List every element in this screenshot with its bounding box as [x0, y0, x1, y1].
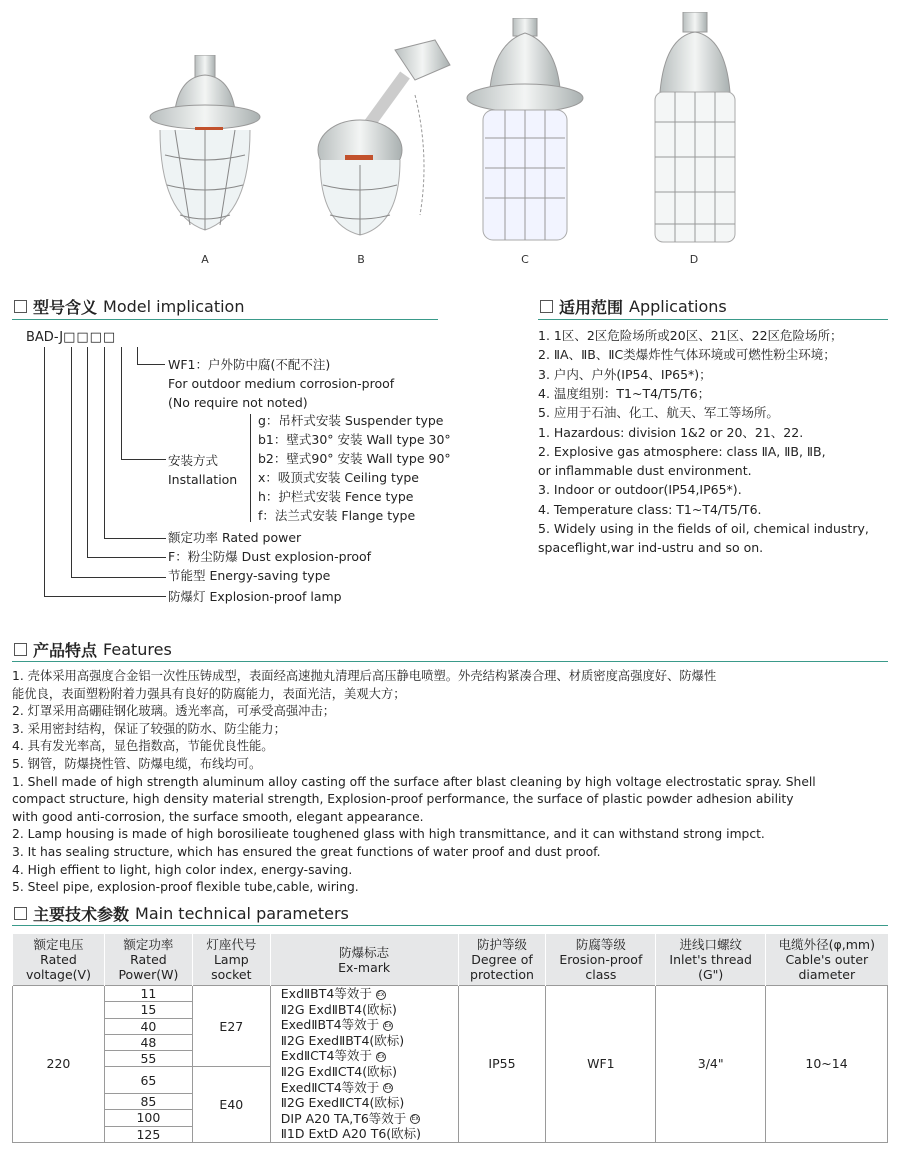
column-header-line: Ex-mark — [338, 959, 391, 975]
column-header-line: (G") — [698, 967, 724, 982]
exmark-line — [281, 1017, 456, 1033]
exmark-text: Ⅱ2G ExedⅡCT4(欧标) — [280, 1095, 405, 1111]
table-header-row — [13, 934, 888, 986]
lamp-a-label: A — [201, 253, 209, 266]
column-header-line: Lamp — [213, 952, 249, 967]
connector-line — [87, 347, 88, 558]
power-cell: 55 — [104, 1051, 192, 1067]
energy-label: 节能型 Energy-saving type — [168, 568, 331, 583]
feature-item: 4. High effient to light, high color index, energy-saving. — [12, 862, 353, 877]
params-divider — [12, 925, 888, 926]
rated-power-label: 额定功率 Rated power — [168, 530, 302, 545]
column-header-line: Erosion-proof — [559, 952, 643, 967]
square-icon — [14, 300, 27, 313]
column-header-line: Rated — [40, 952, 77, 967]
connector-line — [87, 557, 166, 558]
install-type: h：护栏式安装 Fence type — [258, 489, 414, 504]
application-item: 4. Temperature class: T1~T4/T5/T6. — [538, 501, 762, 517]
feature-item: with good anti-corrosion, the surface smooth, elegant appearance. — [12, 809, 424, 824]
column-header-line: socket — [211, 967, 252, 982]
exmark-line — [281, 1048, 456, 1064]
feature-item: 能优良，表面塑粉附着力强具有良好的防腐能力，表面光洁，美观大方； — [12, 686, 406, 701]
wf1-line3: (No require not noted) — [168, 395, 308, 410]
model-code: BAD-J□□□□ — [26, 330, 117, 345]
protection-cell: IP55 — [458, 986, 546, 1143]
feature-item: 4. 具有发光率高，显色指数高，节能优良性能。 — [12, 739, 274, 754]
connector-line — [104, 538, 166, 539]
square-icon — [540, 300, 553, 313]
install-type: b2：壁式90° 安装 Wall type 90° — [258, 451, 451, 466]
connector-line — [71, 577, 166, 578]
column-header-line: Rated — [130, 952, 167, 967]
lamp-c-label: C — [521, 253, 529, 266]
column-header-line: voltage(V) — [25, 967, 91, 982]
ex-symbol-icon: Ex — [377, 1052, 385, 1060]
wf1-line2: For outdoor medium corrosion-proof — [168, 376, 395, 391]
exmark-line — [281, 1080, 456, 1096]
feature-item: 1. Shell made of high strength aluminum alloy casting off the surface after blast cleaning by high voltage electrostatic spray. Shell — [12, 774, 816, 789]
column-header-line: Cable's outer — [785, 952, 869, 967]
socket-cell: E27 — [192, 986, 270, 1067]
applications-section-title: 适用范围 Applications — [540, 295, 727, 318]
technical-parameters-table — [12, 934, 888, 1143]
exmark-line — [281, 1064, 456, 1080]
feature-item: 5. 钢管，防爆挠性管、防爆电缆，布线均可。 — [12, 757, 262, 771]
exmark-line — [281, 1126, 456, 1142]
column-header-line: diameter — [798, 967, 856, 982]
column-header-line: 灯座代号 — [206, 937, 257, 952]
column-header-line: 额定功率 — [123, 937, 174, 952]
power-cell: 15 — [104, 1002, 192, 1018]
params-section-title: 主要技术参数 Main technical parameters — [14, 902, 349, 925]
ex-symbol-icon: Ex — [384, 1084, 392, 1092]
column-header — [766, 934, 888, 986]
column-header — [13, 934, 105, 986]
exmark-text: ExdⅡCT4等效于 — [280, 1048, 372, 1064]
exmark-text: Ⅱ2G ExedⅡBT4(欧标) — [280, 1032, 405, 1048]
application-item: 5. Widely using in the fields of oil, chemical industry, — [538, 521, 869, 536]
column-header — [656, 934, 766, 986]
column-header — [546, 934, 656, 986]
exmark-text: ExdⅡBT4等效于 — [280, 986, 372, 1001]
application-item: spaceflight,war ind-ustru and so on. — [538, 540, 764, 556]
install-type: f：法兰式安装 Flange type — [258, 508, 416, 523]
power-cell: 85 — [104, 1094, 192, 1110]
connector-line — [44, 596, 166, 597]
connector-line — [104, 347, 105, 538]
column-header-line: 防护等级 — [476, 937, 527, 952]
exmark-line — [281, 1033, 456, 1049]
connector-line — [71, 347, 72, 577]
exmark-text: Ⅱ2G ExdⅡCT4(欧标) — [280, 1063, 397, 1079]
square-icon — [14, 907, 27, 920]
feature-item: 3. It has sealing structure, which has ensured the great functions of water proof and dust proof. — [12, 845, 601, 859]
connector-line — [121, 347, 122, 459]
power-cell: 48 — [104, 1034, 192, 1050]
feature-item: compact structure, high density material strength, Explosion-proof performance, the surface of plastic powder adhesion ability — [12, 792, 794, 807]
application-item: 3. 户内、户外(IP54、IP65*)； — [538, 366, 712, 382]
exmark-cell — [270, 986, 458, 1143]
lamp-c-image — [465, 18, 585, 248]
connector-line — [121, 459, 166, 460]
exmark-text: DIP A20 TA,T6等效于 — [280, 1110, 407, 1126]
feature-item: 2. Lamp housing is made of high borosilieate toughened glass with high transmittance, and it can withstand strong impct. — [12, 827, 765, 842]
lamp-b-label: B — [357, 253, 365, 266]
feature-item: 3. 采用密封结构，保证了较强的防水、防尘能力； — [12, 721, 286, 736]
lamp-b-image — [305, 35, 455, 240]
install-type: b1：壁式30° 安装 Wall type 30° — [258, 432, 451, 447]
table-row — [13, 986, 888, 1002]
column-header — [458, 934, 546, 986]
erosion-cell: WF1 — [546, 986, 656, 1143]
column-header-line: 额定电压 — [33, 937, 84, 952]
power-cell: 100 — [104, 1110, 192, 1126]
exmark-text: Ⅱ2G ExdⅡBT4(欧标) — [280, 1001, 397, 1017]
features-divider — [12, 661, 888, 662]
power-cell: 125 — [104, 1126, 192, 1142]
application-item: 3. Indoor or outdoor(IP54,IP65*). — [538, 482, 742, 498]
install-type: g：吊杆式安装 Suspender type — [258, 413, 444, 428]
power-cell: 11 — [104, 986, 192, 1002]
power-cell: 40 — [104, 1018, 192, 1034]
column-header — [192, 934, 270, 986]
column-header-line: Degree of — [471, 952, 533, 967]
exmark-line — [281, 1095, 456, 1111]
lamp-d-label: D — [689, 253, 699, 266]
application-item: or inflammable dust environment. — [538, 463, 752, 479]
column-header-line: 防腐等级 — [575, 937, 626, 952]
ex-symbol-icon: Ex — [384, 1021, 392, 1029]
install-type: x：吸顶式安装 Ceiling type — [258, 470, 419, 485]
application-item: 1. 1区、2区危险场所或20区、21区、22区危险场所； — [538, 328, 843, 343]
column-header-line: 电缆外径(φ,mm) — [778, 937, 875, 952]
ex-symbol-icon: Ex — [411, 1115, 419, 1123]
lamp-type-label: 防爆灯 Explosion-proof lamp — [168, 589, 342, 604]
cable-cell: 10~14 — [766, 986, 888, 1143]
power-cell: 65 — [104, 1067, 192, 1094]
dust-label: F：粉尘防爆 Dust explosion-proof — [168, 549, 372, 564]
ex-symbol-icon: Ex — [377, 990, 385, 998]
column-header-line: 防爆标志 — [339, 944, 390, 960]
feature-item: 1. 壳体采用高强度合金铝一次性压铸成型，表面经高速抛丸清理后高压静电喷塑。外壳结构紧凑合理、材质密度高强度好、防爆性 — [12, 669, 717, 683]
column-header — [270, 934, 458, 986]
model-section-title: 型号含义 Model implication — [14, 295, 244, 318]
voltage-cell: 220 — [13, 986, 105, 1143]
features-section-title: 产品特点 Features — [14, 638, 172, 661]
column-header-line: Inlet's thread — [669, 952, 752, 967]
column-header-line: class — [585, 967, 617, 982]
install-label-cn: 安装方式 — [168, 453, 219, 468]
wf1-line1: WF1：户外防中腐(不配不注) — [168, 357, 331, 372]
model-divider — [12, 319, 438, 320]
application-item: 1. Hazardous: division 1&2 or 20、21、22. — [538, 424, 804, 440]
lamp-d-image — [640, 12, 750, 247]
exmark-line — [281, 1002, 456, 1018]
column-header — [104, 934, 192, 986]
exmark-line — [281, 986, 456, 1002]
socket-cell: E40 — [192, 1067, 270, 1142]
feature-item: 2. 灯罩采用高硼硅钢化玻璃。透光率高，可承受高强冲击； — [12, 704, 336, 719]
square-icon — [14, 643, 27, 656]
column-header-line: Power(W) — [118, 967, 179, 982]
exmark-text: ExedⅡCT4等效于 — [280, 1079, 380, 1095]
applications-divider — [538, 319, 888, 320]
exmark-text: Ⅱ1D ExtD A20 T6(欧标) — [280, 1126, 422, 1142]
connector-line — [44, 347, 45, 596]
application-item: 2. Explosive gas atmosphere: class ⅡA, ⅡB, ⅡB, — [538, 443, 826, 459]
application-item: 2. ⅡA、ⅡB、ⅡC类爆炸性气体环境或可燃性粉尘环境； — [538, 347, 836, 363]
exmark-line — [281, 1111, 456, 1127]
connector-line — [137, 347, 138, 364]
thread-cell: 3/4" — [656, 986, 766, 1143]
application-item: 4. 温度组别：T1~T4/T5/T6； — [538, 385, 711, 401]
feature-item: 5. Steel pipe, explosion-proof flexible tube,cable, wiring. — [12, 880, 359, 895]
lamp-a-image — [145, 55, 265, 245]
exmark-text: ExedⅡBT4等效于 — [280, 1017, 380, 1033]
bracket-line — [250, 414, 251, 522]
column-header-line: 进线口螺纹 — [679, 937, 742, 952]
column-header-line: protection — [470, 967, 534, 982]
application-item: 5. 应用于石油、化工、航天、军工等场所。 — [538, 405, 779, 421]
connector-line — [137, 364, 165, 365]
install-label-en: Installation — [168, 472, 238, 487]
